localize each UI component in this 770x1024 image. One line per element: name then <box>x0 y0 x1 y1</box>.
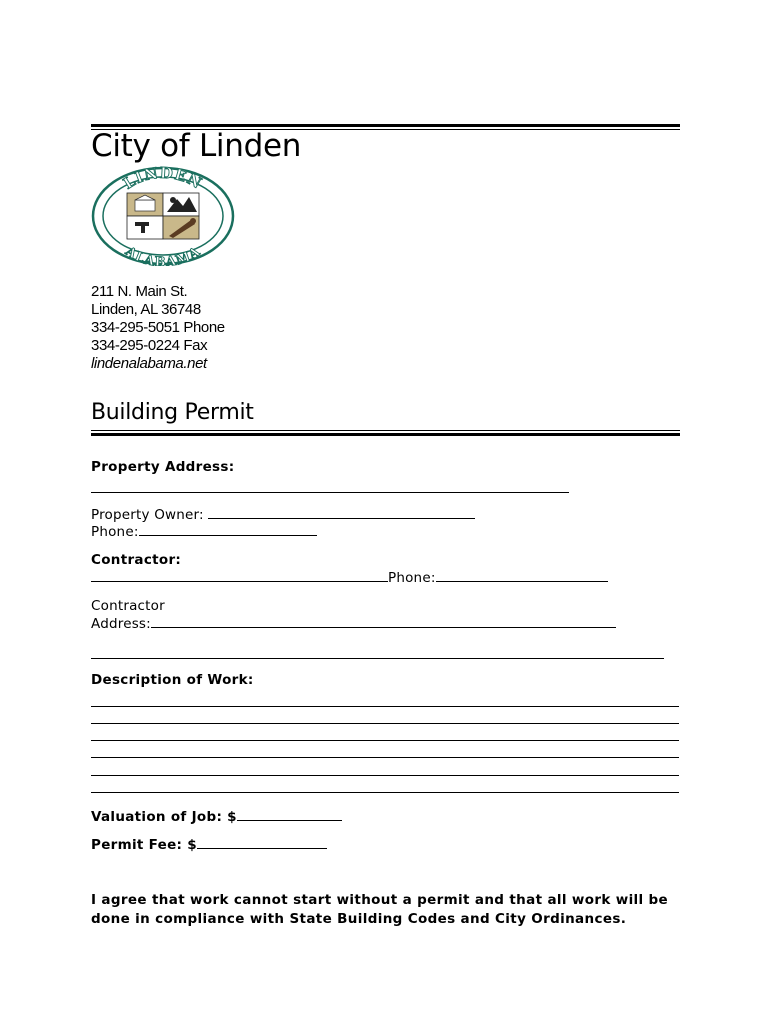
contractor-phone-label: Phone: <box>388 570 436 586</box>
property-owner-field[interactable] <box>208 506 475 519</box>
description-line-6[interactable] <box>91 792 679 793</box>
contractor-address-row <box>91 615 616 632</box>
property-address-field[interactable] <box>91 492 569 493</box>
valuation-row <box>91 808 342 825</box>
property-address-label: Property Address: <box>91 459 235 475</box>
contractor-address-field[interactable] <box>151 615 616 628</box>
title-rule <box>91 430 680 436</box>
permit-fee-row <box>91 836 327 853</box>
permit-fee-field[interactable] <box>197 836 327 849</box>
contractor-address-label: Address: <box>91 616 151 632</box>
seal-bottom-text: ALABAMA <box>122 244 204 266</box>
description-line-2[interactable] <box>91 723 679 724</box>
contractor-name-field[interactable] <box>91 569 388 582</box>
address-fax: 334-295-0224 Fax <box>91 337 208 354</box>
contractor-row <box>91 569 608 586</box>
owner-phone-label: Phone: <box>91 524 139 540</box>
description-label: Description of Work: <box>91 672 254 688</box>
form-title: Building Permit <box>91 400 254 425</box>
address-city-state-zip: Linden, AL 36748 <box>91 301 201 318</box>
description-line-1[interactable] <box>91 706 679 707</box>
agreement-line-1: I agree that work cannot start without a permit and that all work will be <box>91 892 669 908</box>
building-icon <box>135 200 155 211</box>
owner-phone-row <box>91 523 317 540</box>
contractor-phone-field[interactable] <box>436 569 608 582</box>
valuation-field[interactable] <box>237 808 342 821</box>
address-website[interactable]: lindenalabama.net <box>91 355 207 372</box>
description-line-5[interactable] <box>91 775 679 776</box>
agreement-text <box>91 891 668 929</box>
agreement-line-2: done in compliance with State Building Codes and City Ordinances. <box>91 911 627 927</box>
permit-fee-label: Permit Fee: $ <box>91 837 197 853</box>
property-owner-label: Property Owner: <box>91 507 204 523</box>
contractor-address-label-line1: Contractor <box>91 598 165 614</box>
description-line-3[interactable] <box>91 740 679 741</box>
address-street: 211 N. Main St. <box>91 283 188 300</box>
owner-phone-field[interactable] <box>139 523 317 536</box>
city-title: City of Linden <box>91 128 302 164</box>
seal-top-text: LINDEN <box>120 166 206 193</box>
valuation-label: Valuation of Job: $ <box>91 809 237 825</box>
address-phone: 334-295-5051 Phone <box>91 319 225 336</box>
contractor-address-field-line2[interactable] <box>91 658 664 659</box>
seal-quadrants <box>127 193 199 239</box>
city-seal-logo <box>91 166 235 266</box>
property-owner-row <box>91 506 475 523</box>
contractor-label: Contractor: <box>91 552 182 568</box>
description-line-4[interactable] <box>91 757 679 758</box>
